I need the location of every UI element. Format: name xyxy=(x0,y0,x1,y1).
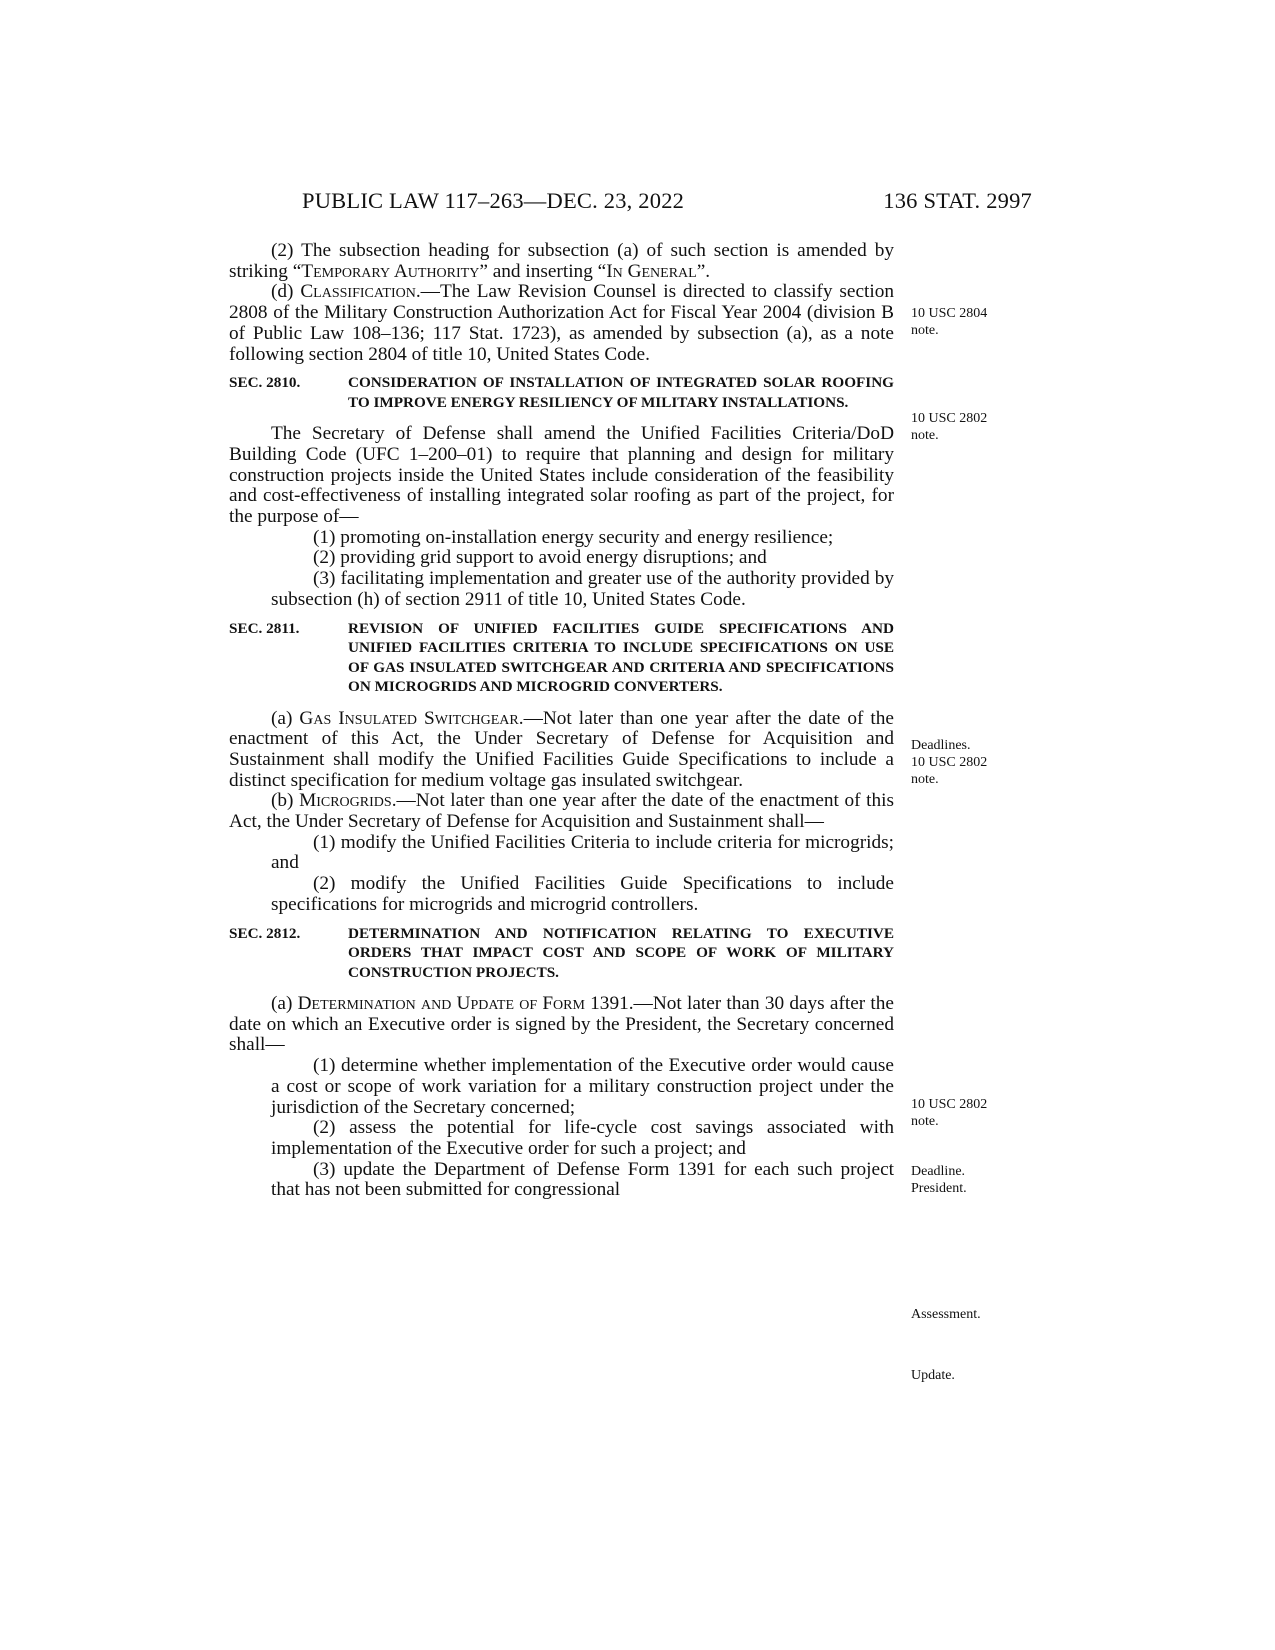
running-title: PUBLIC LAW 117–263—DEC. 23, 2022 xyxy=(302,188,685,213)
statute-page-number: 136 STAT. 2997 xyxy=(883,188,1032,213)
margin-note-update: Update. xyxy=(911,1368,955,1383)
section-2810-intro: The Secretary of Defense shall amend the Unified Facilities Criteria/DoD Building Code (UFC 1–200–01) to require that planning and design for military construction projects inside the United States include consideration of the feasibility and cost-effectiveness of installing integrated solar roofing as part of the project, for the purpose of— xyxy=(229,423,894,528)
section-2810-heading: SEC. 2810. CONSIDERATION OF INSTALLATION OF INTEGRATED SOLAR ROOFING TO IMPROVE ENERGY RESILIENCY OF MILITARY INSTALLATIONS. xyxy=(229,374,894,411)
section-2812-heading: SEC. 2812. DETERMINATION AND NOTIFICATION RELATING TO EXECUTIVE ORDERS THAT IMPACT COST AND SCOPE OF WORK OF MILITARY CONSTRUCTION PROJECTS. xyxy=(229,924,894,981)
margin-note-10-usc-2802-sec2810: 10 USC 2802 note. xyxy=(911,411,988,443)
section-2810-item-3: (3) facilitating implementation and greater use of the authority provided by subsection (h) of section 2911 of title 10, United States Code. xyxy=(271,568,894,610)
margin-note-assessment: Assessment. xyxy=(911,1307,981,1322)
section-2810-item-2: (2) providing grid support to avoid energy disruptions; and xyxy=(313,547,767,569)
section-2812-a-item-3: (3) update the Department of Defense Form 1391 for each such project that has not been submitted for congressional xyxy=(271,1158,894,1201)
subsection-d-classification: (d) Classification.—The Law Revision Counsel is directed to classify section 2808 of the Military Construction Authorization Act for Fiscal Year 2004 (division B of Public Law 108–136; 117 Stat. 1723), as amended by subsection (a), as a note following section 2804 of title 10, United States Code. xyxy=(229,281,894,365)
section-2812-subsection-a: (a) Determination and Update of Form 1391.—Not later than 30 days after the date on which an Executive order is signed by the President, the Secretary concerned shall— xyxy=(229,993,894,1056)
paragraph-2-heading-amendment: (2) The subsection heading for subsection (a) of such section is amended by striking “Temporary Authority” and inserting “In General”. xyxy=(229,240,894,282)
section-2811-heading: SEC. 2811. REVISION OF UNIFIED FACILITIES GUIDE SPECIFICATIONS AND UNIFIED FACILITIES CRITERIA TO INCLUDE SPECIFICATIONS ON USE OF GAS INSULATED SWITCHGEAR AND CRITERIA AND SPECIFICATIONS ON MICROGRIDS AND MICROGRID CONVERTERS. xyxy=(229,619,894,696)
page-header xyxy=(0,188,1275,222)
law-text xyxy=(229,241,894,1201)
section-2811-b-item-1: (1) modify the Unified Facilities Criteria to include criteria for microgrids; and xyxy=(271,831,894,874)
margin-note-deadlines-sec2811: Deadlines. 10 USC 2802 note. xyxy=(911,738,988,787)
margin-note-10-usc-2802-sec2812: 10 USC 2802 note. xyxy=(911,1097,988,1129)
section-2811-subsection-b: (b) Microgrids.—Not later than one year after the date of the enactment of this Act, the Under Secretary of Defense for Acquisition and Sustainment shall— xyxy=(229,790,894,833)
section-2812-a-item-1: (1) determine whether implementation of the Executive order would cause a cost or scope of work variation for a military construction project under the jurisdiction of the Secretary concerned; xyxy=(271,1055,894,1118)
section-2810-item-1: (1) promoting on-installation energy security and energy resilience; xyxy=(313,526,834,548)
margin-note-deadline-president: Deadline. President. xyxy=(911,1164,967,1196)
margin-note-10-usc-2804: 10 USC 2804 note. xyxy=(911,306,988,338)
section-2812-a-item-2: (2) assess the potential for life-cycle cost savings associated with implementation of the Executive order for such a project; and xyxy=(271,1117,894,1159)
section-2811-b-item-2: (2) modify the Unified Facilities Guide Specifications to include specifications for microgrids and microgrid controllers. xyxy=(271,873,894,915)
section-2811-subsection-a: (a) Gas Insulated Switchgear.—Not later than one year after the date of the enactment of this Act, the Under Secretary of Defense for Acquisition and Sustainment shall modify the Unified Facilities Guide Specifications to include a distinct specification for medium voltage gas insulated switchgear. xyxy=(229,707,894,791)
